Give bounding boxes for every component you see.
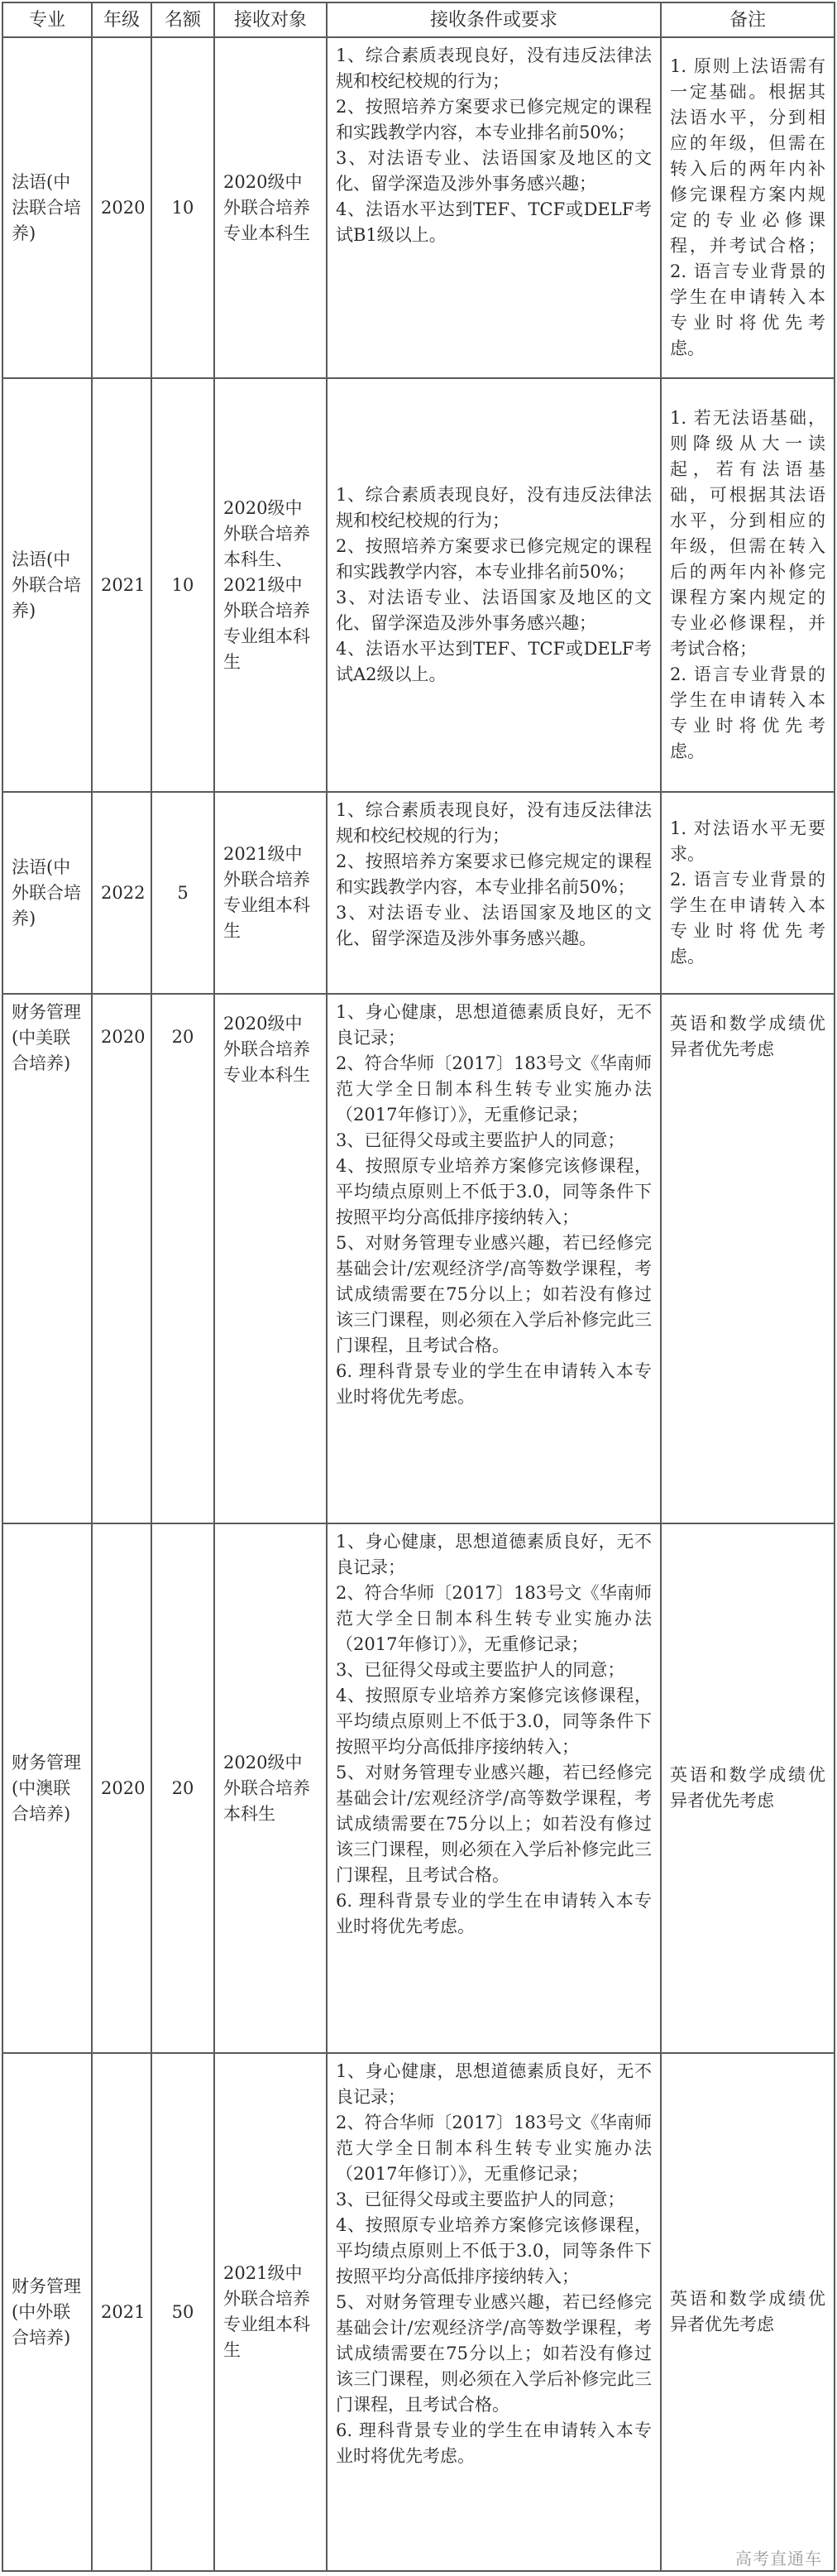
- conditions-cell: [327, 378, 661, 792]
- condition-item: 4、按照原专业培养方案修完该修课程，平均绩点原则上不低于3.0，同等条件下按照平均分高低排序接纳转入；: [336, 1156, 652, 1227]
- note-item: 英语和数学成绩优异者优先考虑: [670, 1014, 825, 1059]
- conditions-cell: [327, 994, 661, 1523]
- target-cell: 2021级中外联合培养专业组本科生: [214, 2053, 327, 2571]
- conditions-cell: [327, 2053, 661, 2571]
- notes-cell: [661, 792, 835, 994]
- watermark: 高考直通车: [735, 2549, 822, 2569]
- condition-item: 1、身心健康，思想道德素质良好，无不良记录；: [336, 2061, 652, 2107]
- note-item: 2. 语言专业背景的学生在申请转入本专业时将优先考虑。: [670, 664, 825, 761]
- condition-item: 1、综合素质表现良好，没有违反法律法规和校纪校规的行为；: [336, 46, 652, 91]
- condition-item: 4、法语水平达到TEF、TCF或DELF考试A2级以上。: [336, 639, 652, 684]
- quota-cell: 10: [151, 37, 214, 378]
- header-quota: 名额: [151, 2, 214, 37]
- table-row: [2, 792, 835, 994]
- table-row: [2, 37, 835, 378]
- target-cell: 2020级中外联合培养本科生、2021级中外联合培养专业组本科生: [214, 378, 327, 792]
- note-item: 2. 语言专业背景的学生在申请转入本专业时将优先考虑。: [670, 870, 825, 967]
- quota-cell: 20: [151, 1523, 214, 2053]
- note-item: 英语和数学成绩优异者优先考虑: [670, 1765, 825, 1811]
- condition-item: 4、按照原专业培养方案修完该修课程，平均绩点原则上不低于3.0，同等条件下按照平均分高低排序接纳转入；: [336, 1686, 652, 1757]
- table-row: [2, 2053, 835, 2571]
- condition-item: 5、对财务管理专业感兴趣，若已经修完基础会计/宏观经济学/高等数学课程，考试成绩需要在75分以上；如若没有修过该三门课程，则必须在入学后补修完此三门课程，且考试合格。: [336, 2292, 652, 2415]
- conditions-cell: [327, 37, 661, 378]
- condition-item: 3、已征得父母或主要监护人的同意；: [336, 2190, 625, 2209]
- notes-cell: [661, 1523, 835, 2053]
- grade-cell: 2020: [92, 1523, 151, 2053]
- condition-item: 3、对法语专业、法语国家及地区的文化、留学深造及涉外事务感兴趣；: [336, 148, 652, 194]
- major-cell: 法语(中外联合培养): [2, 378, 92, 792]
- table-row: [2, 378, 835, 792]
- condition-item: 4、法语水平达到TEF、TCF或DELF考试B1级以上。: [336, 199, 652, 245]
- header-notes: 备注: [661, 2, 835, 37]
- condition-item: 2、按照培养方案要求已修完规定的课程和实践教学内容，本专业排名前50%；: [336, 851, 652, 897]
- major-cell: 财务管理(中美联合培养): [2, 994, 92, 1523]
- table-row: [2, 994, 835, 1523]
- condition-item: 2、按照培养方案要求已修完规定的课程和实践教学内容，本专业排名前50%；: [336, 97, 652, 142]
- target-cell: 2020级中外联合培养专业本科生: [214, 994, 327, 1523]
- condition-item: 6. 理科背景专业的学生在申请转入本专业时将优先考虑。: [336, 1891, 652, 1936]
- note-item: 1. 原则上法语需有一定基础。根据其法语水平，分到相应的年级，但需在转入后的两年内补修完课程方案内规定的专业必修课程，并考试合格；2. 语言专业背景的学生在申请转入本专业时将优先考虑。: [670, 56, 825, 358]
- condition-item: 3、已征得父母或主要监护人的同意；: [336, 1660, 625, 1680]
- condition-item: 5、对财务管理专业感兴趣，若已经修完基础会计/宏观经济学/高等数学课程，考试成绩需要在75分以上；如若没有修过该三门课程，则必须在入学后补修完此三门课程，且考试合格。: [336, 1233, 652, 1355]
- major-cell: 财务管理(中外联合培养): [2, 2053, 92, 2571]
- transfer-quota-table: [2, 2, 835, 2572]
- condition-item: 1、身心健康，思想道德素质良好，无不良记录；: [336, 1002, 652, 1048]
- condition-item: 3、已征得父母或主要监护人的同意；: [336, 1130, 625, 1150]
- quota-cell: 5: [151, 792, 214, 994]
- grade-cell: 2021: [92, 378, 151, 792]
- major-cell: 法语(中法联合培养): [2, 37, 92, 378]
- quota-cell: 10: [151, 378, 214, 792]
- major-cell: 财务管理(中澳联合培养): [2, 1523, 92, 2053]
- condition-item: 2、按照培养方案要求已修完规定的课程和实践教学内容，本专业排名前50%；: [336, 536, 652, 582]
- table-row: [2, 1523, 835, 2053]
- header-major: 专业: [2, 2, 92, 37]
- major-cell: 法语(中外联合培养): [2, 792, 92, 994]
- conditions-cell: [327, 792, 661, 994]
- condition-item: 1、综合素质表现良好，没有违反法律法规和校纪校规的行为；: [336, 800, 652, 846]
- header-grade: 年级: [92, 2, 151, 37]
- condition-item: 4、按照原专业培养方案修完该修课程，平均绩点原则上不低于3.0，同等条件下按照平均分高低排序接纳转入；: [336, 2215, 652, 2286]
- notes-cell: [661, 378, 835, 792]
- condition-item: 3、对法语专业、法语国家及地区的文化、留学深造及涉外事务感兴趣；: [336, 588, 652, 633]
- target-cell: 2020级中外联合培养本科生: [214, 1523, 327, 2053]
- quota-cell: 20: [151, 994, 214, 1523]
- grade-cell: 2020: [92, 37, 151, 378]
- condition-item: 5、对财务管理专业感兴趣，若已经修完基础会计/宏观经济学/高等数学课程，考试成绩需要在75分以上；如若没有修过该三门课程，则必须在入学后补修完此三门课程，且考试合格。: [336, 1763, 652, 1885]
- condition-item: 3、对法语专业、法语国家及地区的文化、留学深造及涉外事务感兴趣。: [336, 903, 652, 948]
- condition-item: 1、综合素质表现良好，没有违反法律法规和校纪校规的行为；: [336, 485, 652, 530]
- header-conditions: 接收条件或要求: [327, 2, 661, 37]
- condition-item: 6. 理科背景专业的学生在申请转入本专业时将优先考虑。: [336, 2420, 652, 2466]
- notes-cell: [661, 994, 835, 1523]
- notes-cell: [661, 37, 835, 378]
- conditions-cell: [327, 1523, 661, 2053]
- condition-item: 6. 理科背景专业的学生在申请转入本专业时将优先考虑。: [336, 1361, 652, 1407]
- table-header-row: [2, 2, 835, 37]
- target-cell: 2020级中外联合培养专业本科生: [214, 37, 327, 378]
- grade-cell: 2021: [92, 2053, 151, 2571]
- quota-cell: 50: [151, 2053, 214, 2571]
- notes-cell: [661, 2053, 835, 2571]
- note-item: 英语和数学成绩优异者优先考虑: [670, 2289, 825, 2334]
- condition-item: 2、符合华师〔2017〕183号文《华南师范大学全日制本科生转专业实施办法（2017年修订）》，无重修记录；: [336, 2113, 652, 2184]
- condition-item: 2、符合华师〔2017〕183号文《华南师范大学全日制本科生转专业实施办法（2017年修订）》，无重修记录；: [336, 1053, 652, 1125]
- grade-cell: 2022: [92, 792, 151, 994]
- target-cell: 2021级中外联合培养专业组本科生: [214, 792, 327, 994]
- grade-cell: 2020: [92, 994, 151, 1523]
- condition-item: 1、身心健康，思想道德素质良好，无不良记录；: [336, 1532, 652, 1577]
- header-target: 接收对象: [214, 2, 327, 37]
- note-item: 1. 若无法语基础，则降级从大一读起，若有法语基础，可根据其法语水平，分到相应的年级，但需在转入后的两年内补修完课程方案内规定的专业必修课程，并考试合格；: [670, 408, 825, 659]
- note-item: 1. 对法语水平无要求。: [670, 818, 825, 864]
- condition-item: 2、符合华师〔2017〕183号文《华南师范大学全日制本科生转专业实施办法（2017年修订）》，无重修记录；: [336, 1583, 652, 1654]
